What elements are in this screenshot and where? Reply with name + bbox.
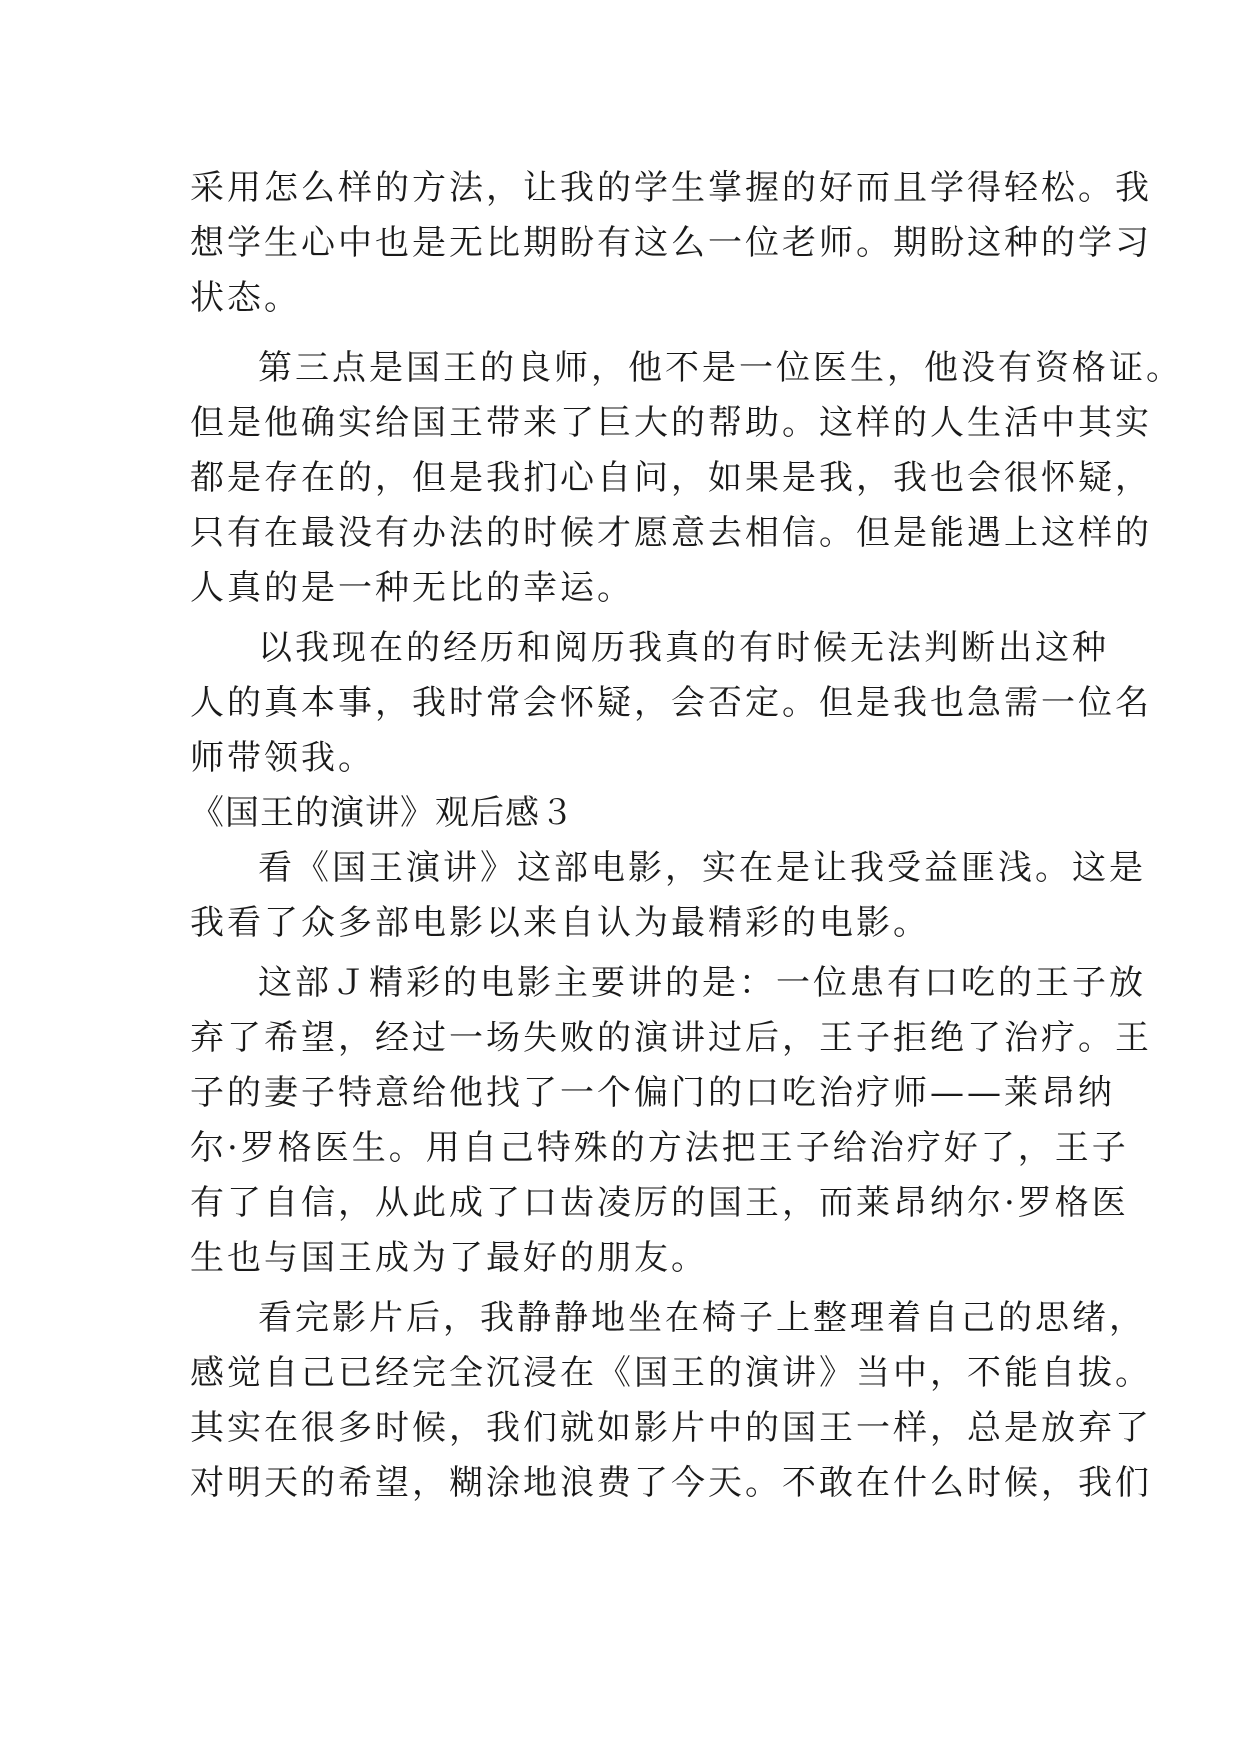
text-line: 弃了希望，经过一场失败的演讲过后，王子拒绝了治疗。王 <box>190 1018 1152 1058</box>
text-line: 想学生心中也是无比期盼有这么一位老师。期盼这种的学习 <box>190 223 1152 263</box>
text-line: 对明天的希望，糊涂地浪费了今天。不敢在什么时候，我们 <box>190 1463 1152 1503</box>
paragraph-first-line: 第三点是国王的良师，他不是一位医生，他没有资格证。 <box>258 348 1183 388</box>
text-line: 其实在很多时候，我们就如影片中的国王一样，总是放弃了 <box>190 1408 1152 1448</box>
paragraph-first-line: 看完影片后，我静静地坐在椅子上整理着自己的思绪， <box>258 1298 1146 1338</box>
text-line: 采用怎么样的方法，让我的学生掌握的好而且学得轻松。我 <box>190 168 1152 208</box>
text-line: 都是存在的，但是我扪心自问，如果是我，我也会很怀疑， <box>190 458 1152 498</box>
text-line: 子的妻子特意给他找了一个偏门的口吃治疗师——莱昂纳 <box>190 1073 1115 1113</box>
text-line: 师带领我。 <box>190 738 375 778</box>
text-line: 人真的是一种无比的幸运。 <box>190 568 634 608</box>
paragraph-first-line: 以我现在的经历和阅历我真的有时候无法判断出这种 <box>258 628 1109 668</box>
text-line: 生也与国王成为了最好的朋友。 <box>190 1238 708 1278</box>
text-line: 我看了众多部电影以来自认为最精彩的电影。 <box>190 903 930 943</box>
text-line: 人的真本事，我时常会怀疑，会否定。但是我也急需一位名 <box>190 683 1152 723</box>
text-line: 有了自信，从此成了口齿凌厉的国王，而莱昂纳尔·罗格医 <box>190 1183 1129 1223</box>
text-line: 状态。 <box>190 278 301 318</box>
text-line: 尔·罗格医生。用自己特殊的方法把王子给治疗好了，王子 <box>190 1128 1129 1168</box>
text-line: 感觉自己已经完全沉浸在《国王的演讲》当中，不能自拔。 <box>190 1353 1152 1393</box>
paragraph-first-line: 这部Ｊ精彩的电影主要讲的是：一位患有口吃的王子放 <box>258 963 1146 1003</box>
text-line: 只有在最没有办法的时候才愿意去相信。但是能遇上这样的 <box>190 513 1152 553</box>
text-line: 但是他确实给国王带来了巨大的帮助。这样的人生活中其实 <box>190 403 1152 443</box>
paragraph-first-line: 看《国王演讲》这部电影，实在是让我受益匪浅。这是 <box>258 848 1146 888</box>
section-heading: 《国王的演讲》观后感３ <box>190 793 575 833</box>
